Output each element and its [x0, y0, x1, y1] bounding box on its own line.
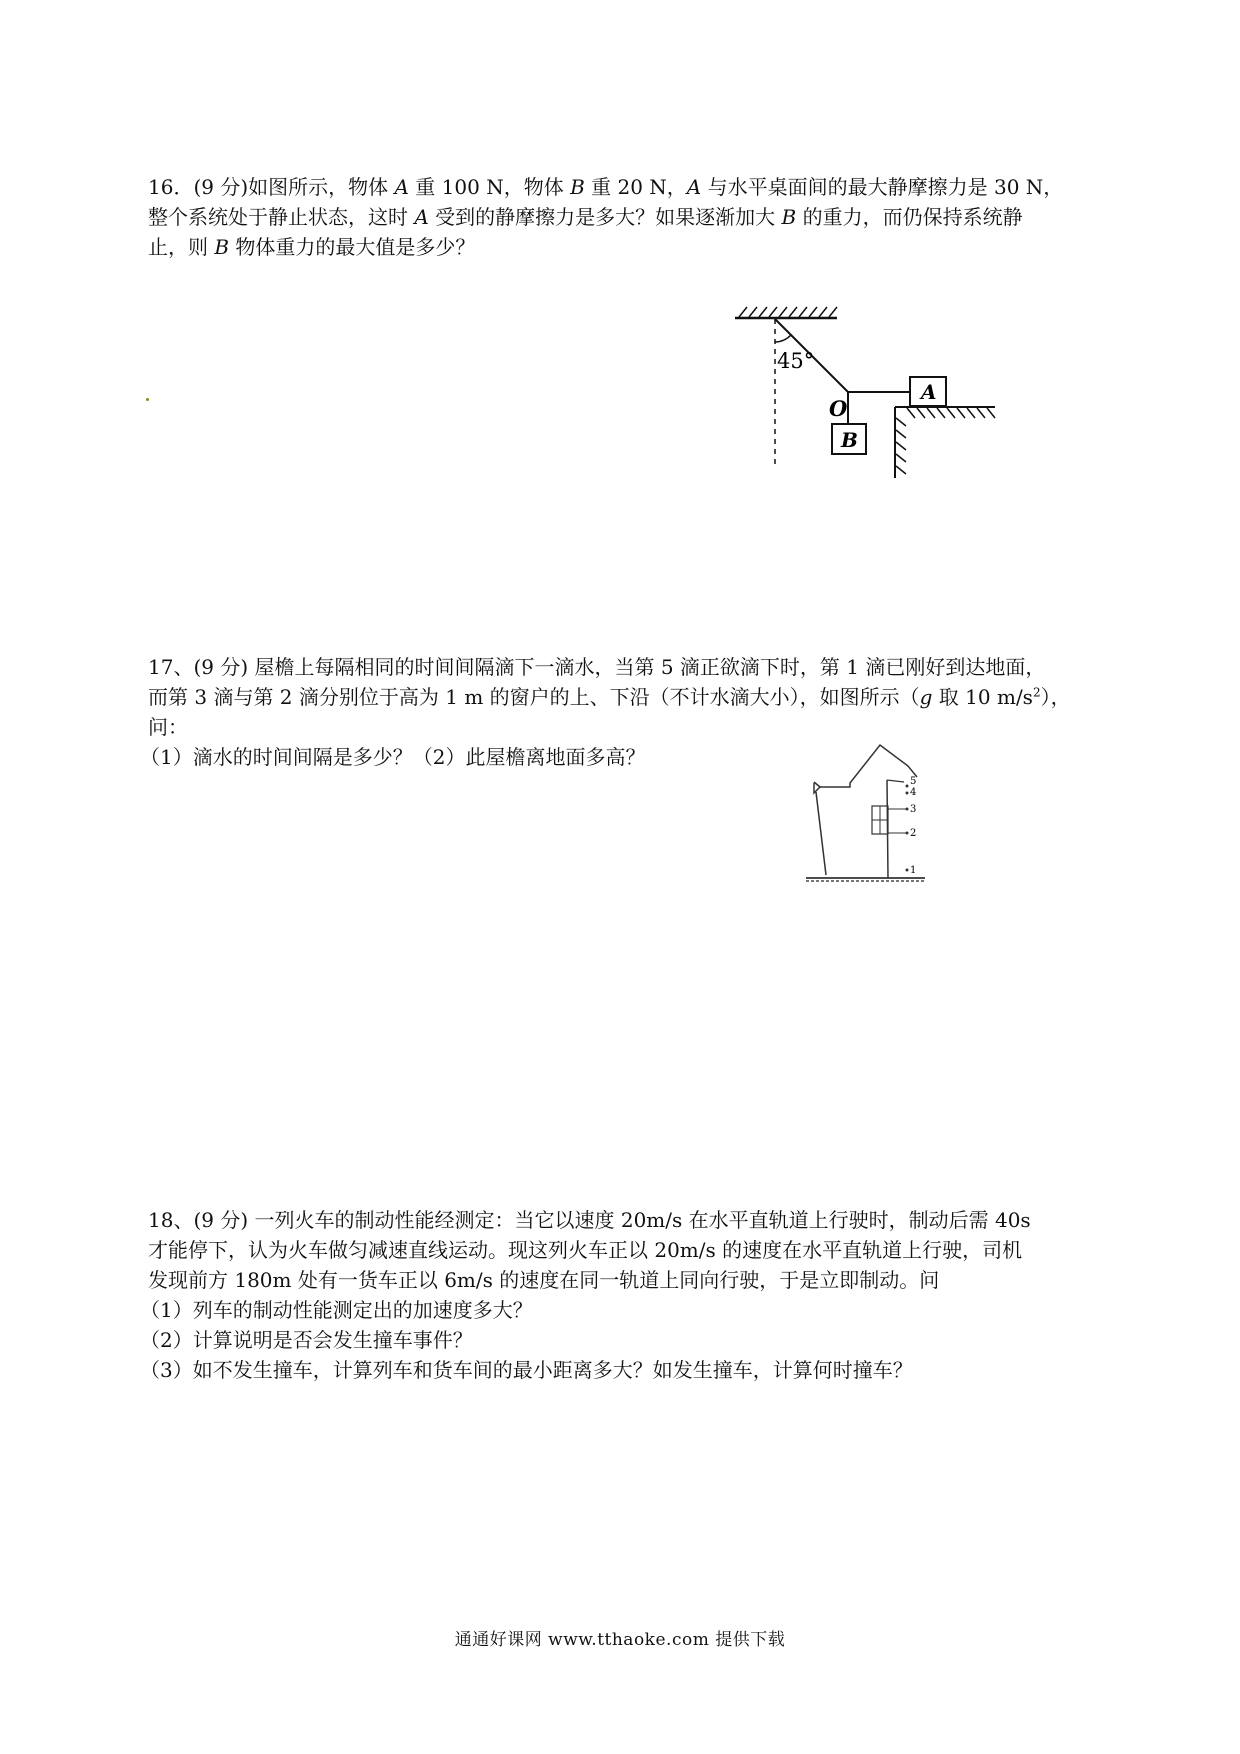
drop-4: [906, 792, 909, 795]
q18-sub-2: （2）计算说明是否会发生撞车事件？: [140, 1328, 473, 1352]
q17-line-3: 问：: [148, 715, 188, 739]
stray-dot: [146, 398, 149, 401]
drop-2: [906, 832, 909, 835]
q18-sub-1: （1）列车的制动性能测定出的加速度多大？: [140, 1298, 533, 1322]
block-a-label: A: [921, 380, 937, 404]
drop-label-2: 2: [910, 828, 917, 839]
q17-line-1: 17、(9 分) 屋檐上每隔相同的时间间隔滴下一滴水，当第 5 滴正欲滴下时，第 1 滴已刚好到达地面，: [148, 655, 1046, 679]
angle-label: 45°: [777, 349, 815, 373]
drop-label-4: 4: [910, 787, 917, 798]
q16-figure: [735, 300, 1035, 490]
drop-label-1: 1: [910, 865, 917, 876]
q18-line-2: 才能停下，认为火车做匀减速直线运动。现这列火车正以 20m/s 的速度在水平直轨道上行驶，司机: [148, 1238, 1023, 1262]
q17-figure: [800, 740, 960, 900]
angle-arc: [775, 335, 791, 342]
question-18: [140, 1205, 1108, 1385]
drop-5: [906, 785, 909, 788]
house-left-wall: [816, 792, 826, 875]
q18-sub-3: （3）如不发生撞车，计算列车和货车间的最小距离多大？如发生撞车，计算何时撞车？: [140, 1358, 913, 1382]
drop-label-5: 5: [910, 776, 917, 787]
q17-line-2: 而第 3 滴与第 2 滴分别位于高为 1 m 的窗户的上、下沿（不计水滴大小），如图所示（g 取 10 $m/s^2$），: [148, 685, 1071, 709]
q16-line-3: 止，则 B 物体重力的最大值是多少？: [148, 235, 476, 259]
ceiling-hatch: [739, 307, 837, 317]
q16-figure-svg: [735, 300, 1035, 490]
q18-line-1: 18、(9 分) 一列火车的制动性能经测定：当它以速度 20m/s 在水平直轨道上行驶时，制动后需 40s: [148, 1208, 1031, 1232]
q18-line-3: 发现前方 180m 处有一货车正以 6m/s 的速度在同一轨道上同向行驶，于是立即制动。问: [148, 1268, 940, 1292]
drop-3: [906, 808, 909, 811]
table-hatch: [896, 408, 995, 474]
question-17: [140, 652, 1108, 772]
q16-line-1: 16．(9 分)如图所示，物体 A 重 100 N，物体 B 重 20 N，A 与水平桌面间的最大静摩擦力是 30 N，: [148, 175, 1064, 199]
q16-line-2: 整个系统处于静止状态，这时 A 受到的静摩擦力是多大？如果逐渐加大 B 的重力，而仍保持系统静: [148, 205, 1023, 229]
house-roof: [820, 745, 917, 787]
question-16: [148, 172, 1108, 262]
q17-figure-svg: [800, 740, 960, 900]
block-b-label: B: [841, 428, 858, 452]
knot-o-label: O: [829, 396, 848, 421]
drop-1: [906, 869, 909, 872]
q17-sub-questions: （1）滴水的时间间隔是多少？（2）此屋檐离地面多高？: [140, 745, 646, 769]
page-footer: 通通好课网 www.tthaoke.com 提供下载: [454, 1630, 786, 1650]
drop-label-3: 3: [910, 804, 917, 815]
